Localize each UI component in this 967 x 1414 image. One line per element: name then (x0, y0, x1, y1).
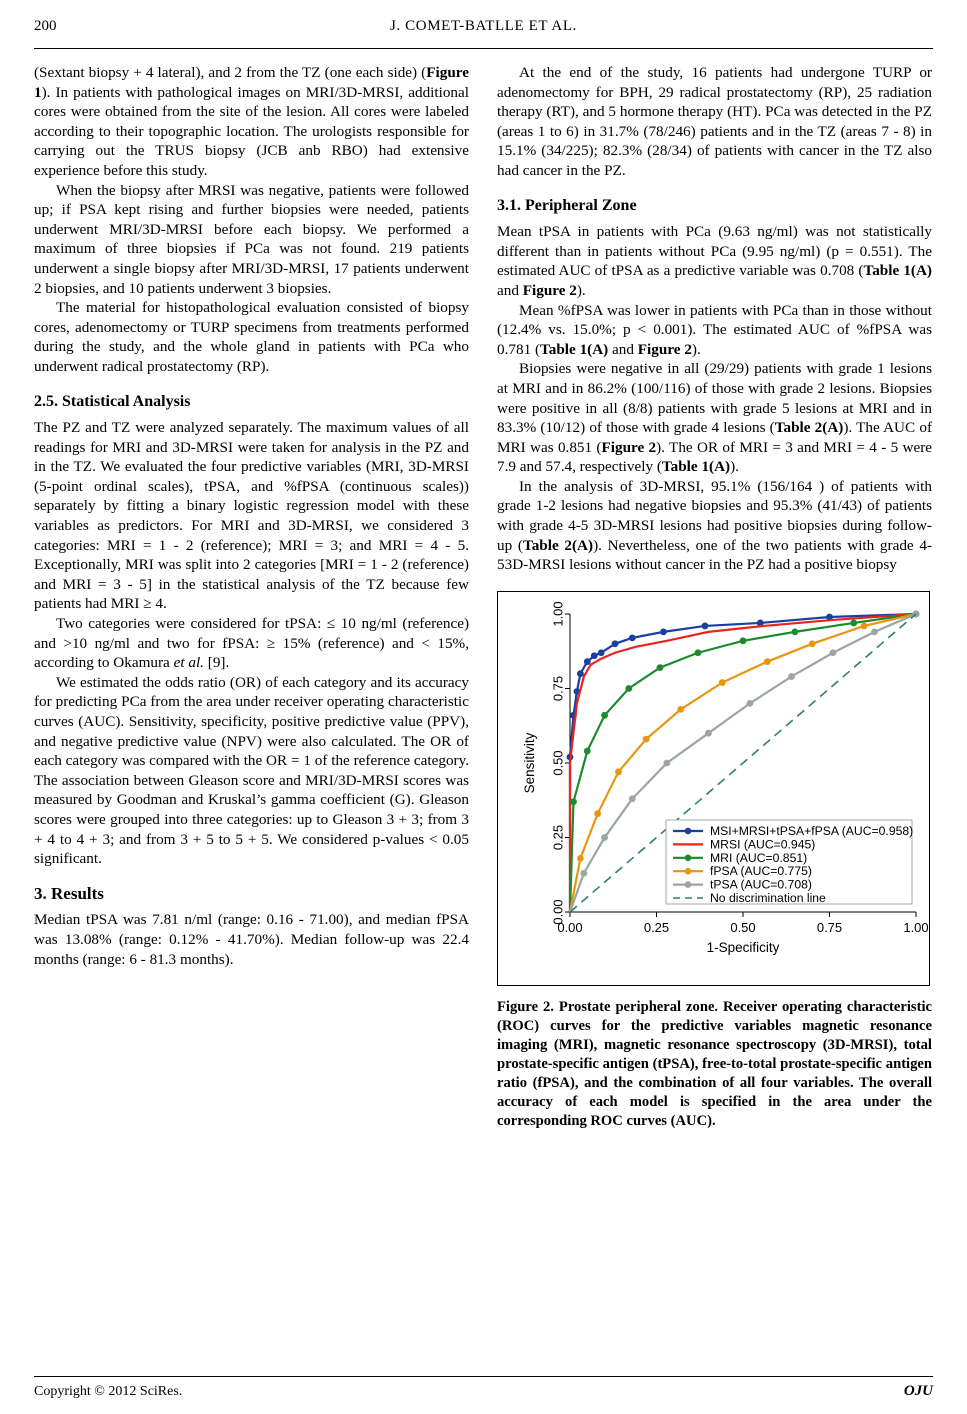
roc-marker (830, 649, 837, 656)
roc-marker (570, 798, 577, 805)
article-body (34, 63, 933, 1353)
roc-marker (612, 640, 619, 647)
section-heading-results: 3. Results (34, 883, 104, 903)
section-heading-statistical-analysis: 2.5. Statistical Analysis (34, 392, 191, 410)
roc-marker (792, 628, 799, 635)
roc-marker (657, 664, 664, 671)
figure-2-roc-chart (497, 591, 930, 986)
copyright-text: Copyright © 2012 SciRes. (34, 1384, 183, 1399)
roc-marker (580, 870, 587, 877)
roc-marker (643, 736, 650, 743)
running-head-title: J. COMET-BATLLE ET AL. (390, 18, 577, 34)
paragraph: Two categories were considered for tPSA: ≤ 10 ng/ml (reference) and >10 ng/ml and two for fPSA: ≥ 15% (reference) and < 15%, according to Okamura et al. [9]. (34, 615, 469, 672)
roc-marker (809, 640, 816, 647)
x-tick-label: 0.00 (557, 919, 583, 935)
roc-marker (719, 679, 726, 686)
roc-marker (615, 768, 622, 775)
journal-abbrev: OJU (903, 1383, 933, 1399)
legend-label: MRI (AUC=0.851) (710, 850, 808, 865)
paragraph: In the analysis of 3D-MRSI, 95.1% (156/164 ) of patients with grade 1-2 lesions had negative biopsies and 95.3% (41/43) of patients with grade 4-5 3D-MRSI lesions had positive biopsies during follow-up (Table 2(A)). Nevertheless, one of the two patients with grade 4-53D-MRSI lesions without cancer in the PZ had a positive biopsy (497, 477, 933, 574)
paragraph: (Sextant biopsy + 4 lateral), and 2 from the TZ (one each side) (Figure 1). In patients with pathological images on MRI/3D-MRSI, additional cores were obtained from the site of the lesion. All cores were labeled according to their topographic location. The urologists responsible for carrying out the TRUS biopsy (JCB anb RBO) had extensive experience before this study. (34, 64, 469, 179)
x-tick-label: 0.50 (730, 919, 756, 935)
paragraph: When the biopsy after MRSI was negative, patients were followed up; if PSA kept rising and further biopsies were needed, patients underwent MRI/3D-MRSI before each biopsy. We performed a maximum of three biopsies if PCa was not found. 219 patients underwent a single biopsy after MRI/3D-MRSI, 17 patients underwent 2 biopsies, and 10 patients underwent 3 biopsies. (34, 181, 469, 297)
legend-label: MSI+MRSI+tPSA+fPSA (AUC=0.958) (710, 823, 914, 838)
roc-marker (747, 700, 754, 707)
roc-marker (591, 652, 598, 659)
y-tick-label: 0.50 (550, 750, 566, 776)
roc-curve-svg (498, 592, 929, 985)
roc-marker (871, 628, 878, 635)
roc-marker (629, 795, 636, 802)
roc-marker (660, 628, 667, 635)
legend-label: MRSI (AUC=0.945) (710, 837, 816, 852)
paragraph: We estimated the odds ratio (OR) of each category and its accuracy for predicting PCa from the area under receiver operating characteristic curves (AUC). Sensitivity, specificity, positive predictive value (PPV), and negative predictive value (NPV) were also calculated. The OR of each category was compared with the OR = 1 of the reference category. The association between Gleason score and MRI/3D-MRSI scores was measured by Goodman and Kruskal’s gamma coefficient (G). Gleason scores were grouped into three categories: up to Gleason 3 + 3; from 3 + 4 to 4 + 3; and from 3 + 5 to 5 + 5. We considered p-values < 0.05 significant. (34, 673, 469, 868)
legend-label: tPSA (AUC=0.708) (710, 877, 812, 892)
roc-marker (601, 834, 608, 841)
legend-label: fPSA (AUC=0.775) (710, 864, 812, 879)
x-tick-label: 1.00 (903, 919, 929, 935)
roc-marker (577, 670, 584, 677)
roc-marker (677, 706, 684, 713)
x-tick-label: 0.25 (643, 919, 670, 935)
y-tick-label: 1.00 (550, 601, 566, 627)
roc-marker (663, 759, 670, 766)
roc-marker (601, 712, 608, 719)
section-heading-peripheral-zone: 3.1. Peripheral Zone (497, 196, 637, 214)
roc-marker (850, 619, 857, 626)
roc-marker (788, 673, 795, 680)
roc-marker (584, 658, 591, 665)
roc-marker (702, 622, 709, 629)
running-head (34, 18, 933, 49)
paragraph: Mean %fPSA was lower in patients with PCa than in those without (12.4% vs. 15.0%; p < 0.001). The estimated AUC of %fPSA was 0.781 (Table 1(A) and Figure 2). (497, 301, 932, 358)
right-column (497, 63, 932, 1353)
paragraph: Mean tPSA in patients with PCa (9.63 ng/ml) was not statistically different than in patients without PCa (9.95 ng/ml) (p = 0.551). The estimated AUC of tPSA as a predictive variable was 0.708 (Table 1(A) and Figure 2). (497, 223, 932, 299)
roc-marker (764, 658, 771, 665)
roc-marker (629, 634, 636, 641)
left-column (34, 63, 469, 1353)
x-axis-label: 1-Specificity (706, 939, 780, 955)
paragraph: At the end of the study, 16 patients had undergone TURP or adenomectomy for BPH, 29 radical prostatectomy (RP), 25 radiation therapy (RT), and 5 hormone therapy (HT). PCa was detected in the PZ (areas 1 to 6) in 31.7% (78/246) patients and in the TZ (areas 7 - 8) in 15.1% (34/225); 82.3% (28/34) of patients with cancer in the TZ also had cancer in the PZ. (497, 64, 932, 179)
paragraph: Median tPSA was 7.81 n/ml (range: 0.16 - 71.00), and median fPSA was 13.08% (range: 0.12% - 41.70%). Median follow-up was 22.4 months (range: 6 - 81.3 months). (34, 911, 469, 968)
roc-marker (695, 649, 702, 656)
roc-marker (705, 730, 712, 737)
paragraph: The PZ and TZ were analyzed separately. The maximum values of all readings for MRI and 3D-MRSI were taken for analysis in the PZ and in the TZ. We evaluated the four predictive variables (MRI, 3D-MRSI (5-point ordinal scales), tPSA, and %fPSA (continuous scales)) separately by fitting a binary logistic regression model with these variables as predictors. For MRI and 3D-MRSI, we considered 3 categories: MRI = 1 - 2 (reference); MRI = 3; and MRI = 4 - 5. Exceptionally, MRI was split into 2 categories [MRI = 1 - 2 (reference) and MRI = 3 - 5] in the statistical analysis of the TZ because few patients had MRI ≥ 4. (34, 419, 469, 613)
roc-marker (598, 649, 605, 656)
roc-marker (577, 855, 584, 862)
roc-marker (861, 622, 868, 629)
paragraph: Biopsies were negative in all (29/29) patients with grade 1 lesions at MRI and in 86.2% (100/116) of those with grade 2 lesions. Biopsies were positive in all (8/8) patients with grade 5 lesions at MRI and in 83.3% (10/12) of those with grade 4 lesions (Table 2(A)). The AUC of MRI was 0.851 (Figure 2). The OR of MRI = 3 and MRI = 4 - 5 were 7.9 and 57.4, respectively (Table 1(A)). (497, 360, 932, 476)
y-tick-label: 0.00 (550, 899, 566, 925)
page-footer (34, 1376, 933, 1400)
y-tick-label: 0.25 (550, 824, 566, 850)
x-tick-label: 0.75 (816, 919, 843, 935)
figure-caption: Figure 2. Prostate peripheral zone. Receiver operating characteristic (ROC) curves for the predictive variables magnetic resonance imaging (MRI), magnetic resonance spectroscopy (3D-MRSI), total prostate-specific antigen (tPSA), free-to-total prostate-specific antigen ratio (fPSA), and the combination of all four variables. The overall accuracy of each model is specified in the area under the corresponding ROC curves (AUC). (497, 998, 932, 1129)
roc-marker (584, 748, 591, 755)
roc-marker (594, 810, 601, 817)
y-tick-label: 0.75 (550, 675, 566, 701)
page-number: 200 (34, 18, 57, 34)
y-axis-label: Sensitivity (522, 732, 537, 794)
legend-label: No discrimination line (710, 890, 826, 905)
paragraph: The material for histopathological evaluation consisted of biopsy cores, adenomectomy or TURP specimens from treatments performed during the study, and the whole gland in patients with PCa who underwent radical prostatectomy (RP). (34, 299, 469, 375)
roc-marker (740, 637, 747, 644)
roc-marker (625, 685, 632, 692)
